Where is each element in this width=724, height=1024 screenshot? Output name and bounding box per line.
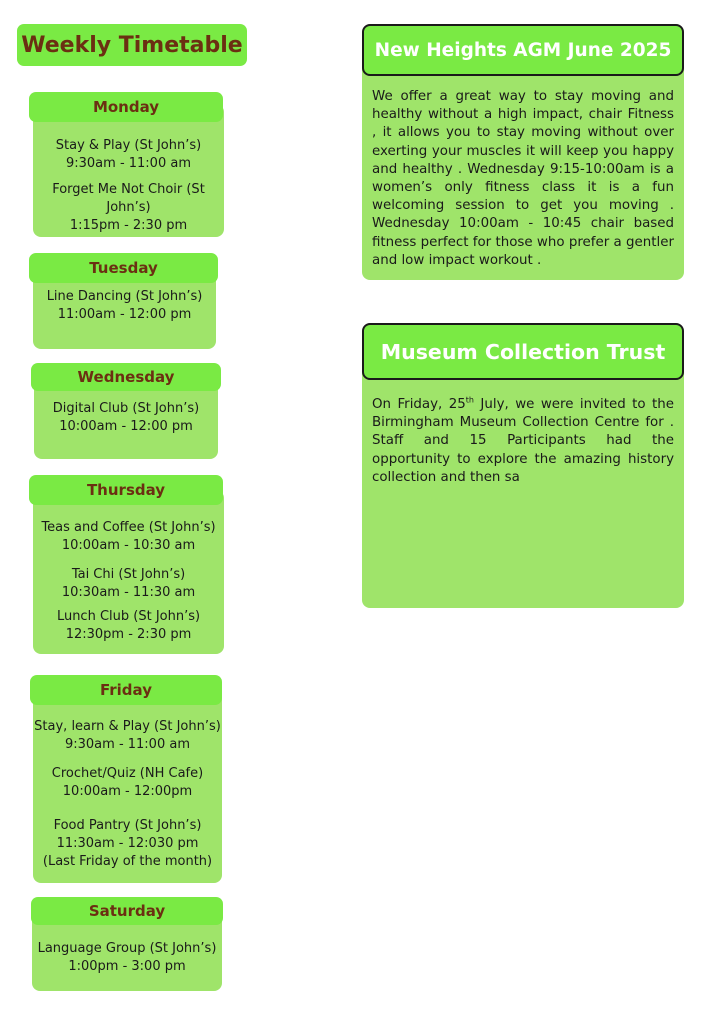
event-time: 11:00am - 12:00 pm [57,307,192,322]
agm-text: We offer a great way to stay moving and healthy without a high impact, chair Fitness , it allows you to stay moving without over exerting your muscles it will keep you happy and healthy . Wednesday 9:15-10:00am is a women’s only fitness class it is a fun welcoming session to get you moving . Wednesday 10:00am - 10:45 chair based fitness perfect for those who prefer a gentler and low impact workout . [372,89,674,268]
event-name: John’s) [106,200,151,215]
timetable-title: Weekly Timetable [17,24,247,66]
event-name: Food Pantry (St John’s) [53,818,202,833]
ordinal-suffix: th [465,395,474,405]
day-panel-monday [33,104,224,237]
day-header-friday: Friday [30,675,222,705]
event-entry [33,519,224,555]
event-time: 10:00am - 12:00 pm [59,419,193,434]
museum-title: Museum Collection Trust [362,323,684,380]
agm-title: New Heights AGM June 2025 [362,24,684,76]
museum-body [362,362,684,608]
event-name: Language Group (St John’s) [37,941,217,956]
day-header-wednesday: Wednesday [31,363,221,391]
event-name: Stay, learn & Play (St John’s) [34,719,221,734]
day-header-saturday: Saturday [31,897,223,925]
agm-body [362,60,684,280]
museum-text-rest: July, we were invited to the Birmingham Museum Collection Centre for . Staff and 15 Participants had the opportunity to explore the amazing history collection and then sa [372,397,675,485]
event-time: 1:00pm - 3:00 pm [68,959,186,974]
event-name: Tai Chi (St John’s) [71,567,186,582]
event-name: Line Dancing (St John’s) [46,289,203,304]
event-time: 9:30am - 11:00 am [65,156,191,171]
event-time: 11:30am - 12:030 pm [56,836,199,851]
event-entry [33,566,224,602]
day-panel-friday [33,690,222,883]
event-entry [33,181,224,235]
event-entry [32,940,222,976]
event-entry [33,288,216,324]
event-entry [33,137,224,173]
event-name: Stay & Play (St John’s) [55,138,202,153]
event-name: Crochet/Quiz (NH Cafe) [51,766,204,781]
day-panel-thursday [33,490,224,654]
event-time: 1:15pm - 2:30 pm [69,218,188,233]
event-note: (Last Friday of the month) [42,854,213,869]
event-time: 9:30am - 11:00 am [64,737,190,752]
event-time: 12:30pm - 2:30 pm [65,627,192,642]
event-entry [33,608,224,644]
event-name: Lunch Club (St John’s) [56,609,201,624]
event-name: Forget Me Not Choir (St [52,182,205,197]
event-entry [33,765,222,801]
event-entry [33,817,222,871]
day-header-monday: Monday [29,92,223,122]
museum-text-start: On Friday, 25 [372,397,466,412]
event-entry [34,400,218,436]
day-header-thursday: Thursday [29,475,223,505]
event-time: 10:00am - 12:00pm [62,784,193,799]
event-name: Teas and Coffee (St John’s) [41,520,216,535]
event-time: 10:00am - 10:30 am [61,538,196,553]
event-time: 10:30am - 11:30 am [61,585,196,600]
event-name: Digital Club (St John’s) [52,401,200,416]
event-entry [33,718,222,754]
day-header-tuesday: Tuesday [29,253,218,283]
